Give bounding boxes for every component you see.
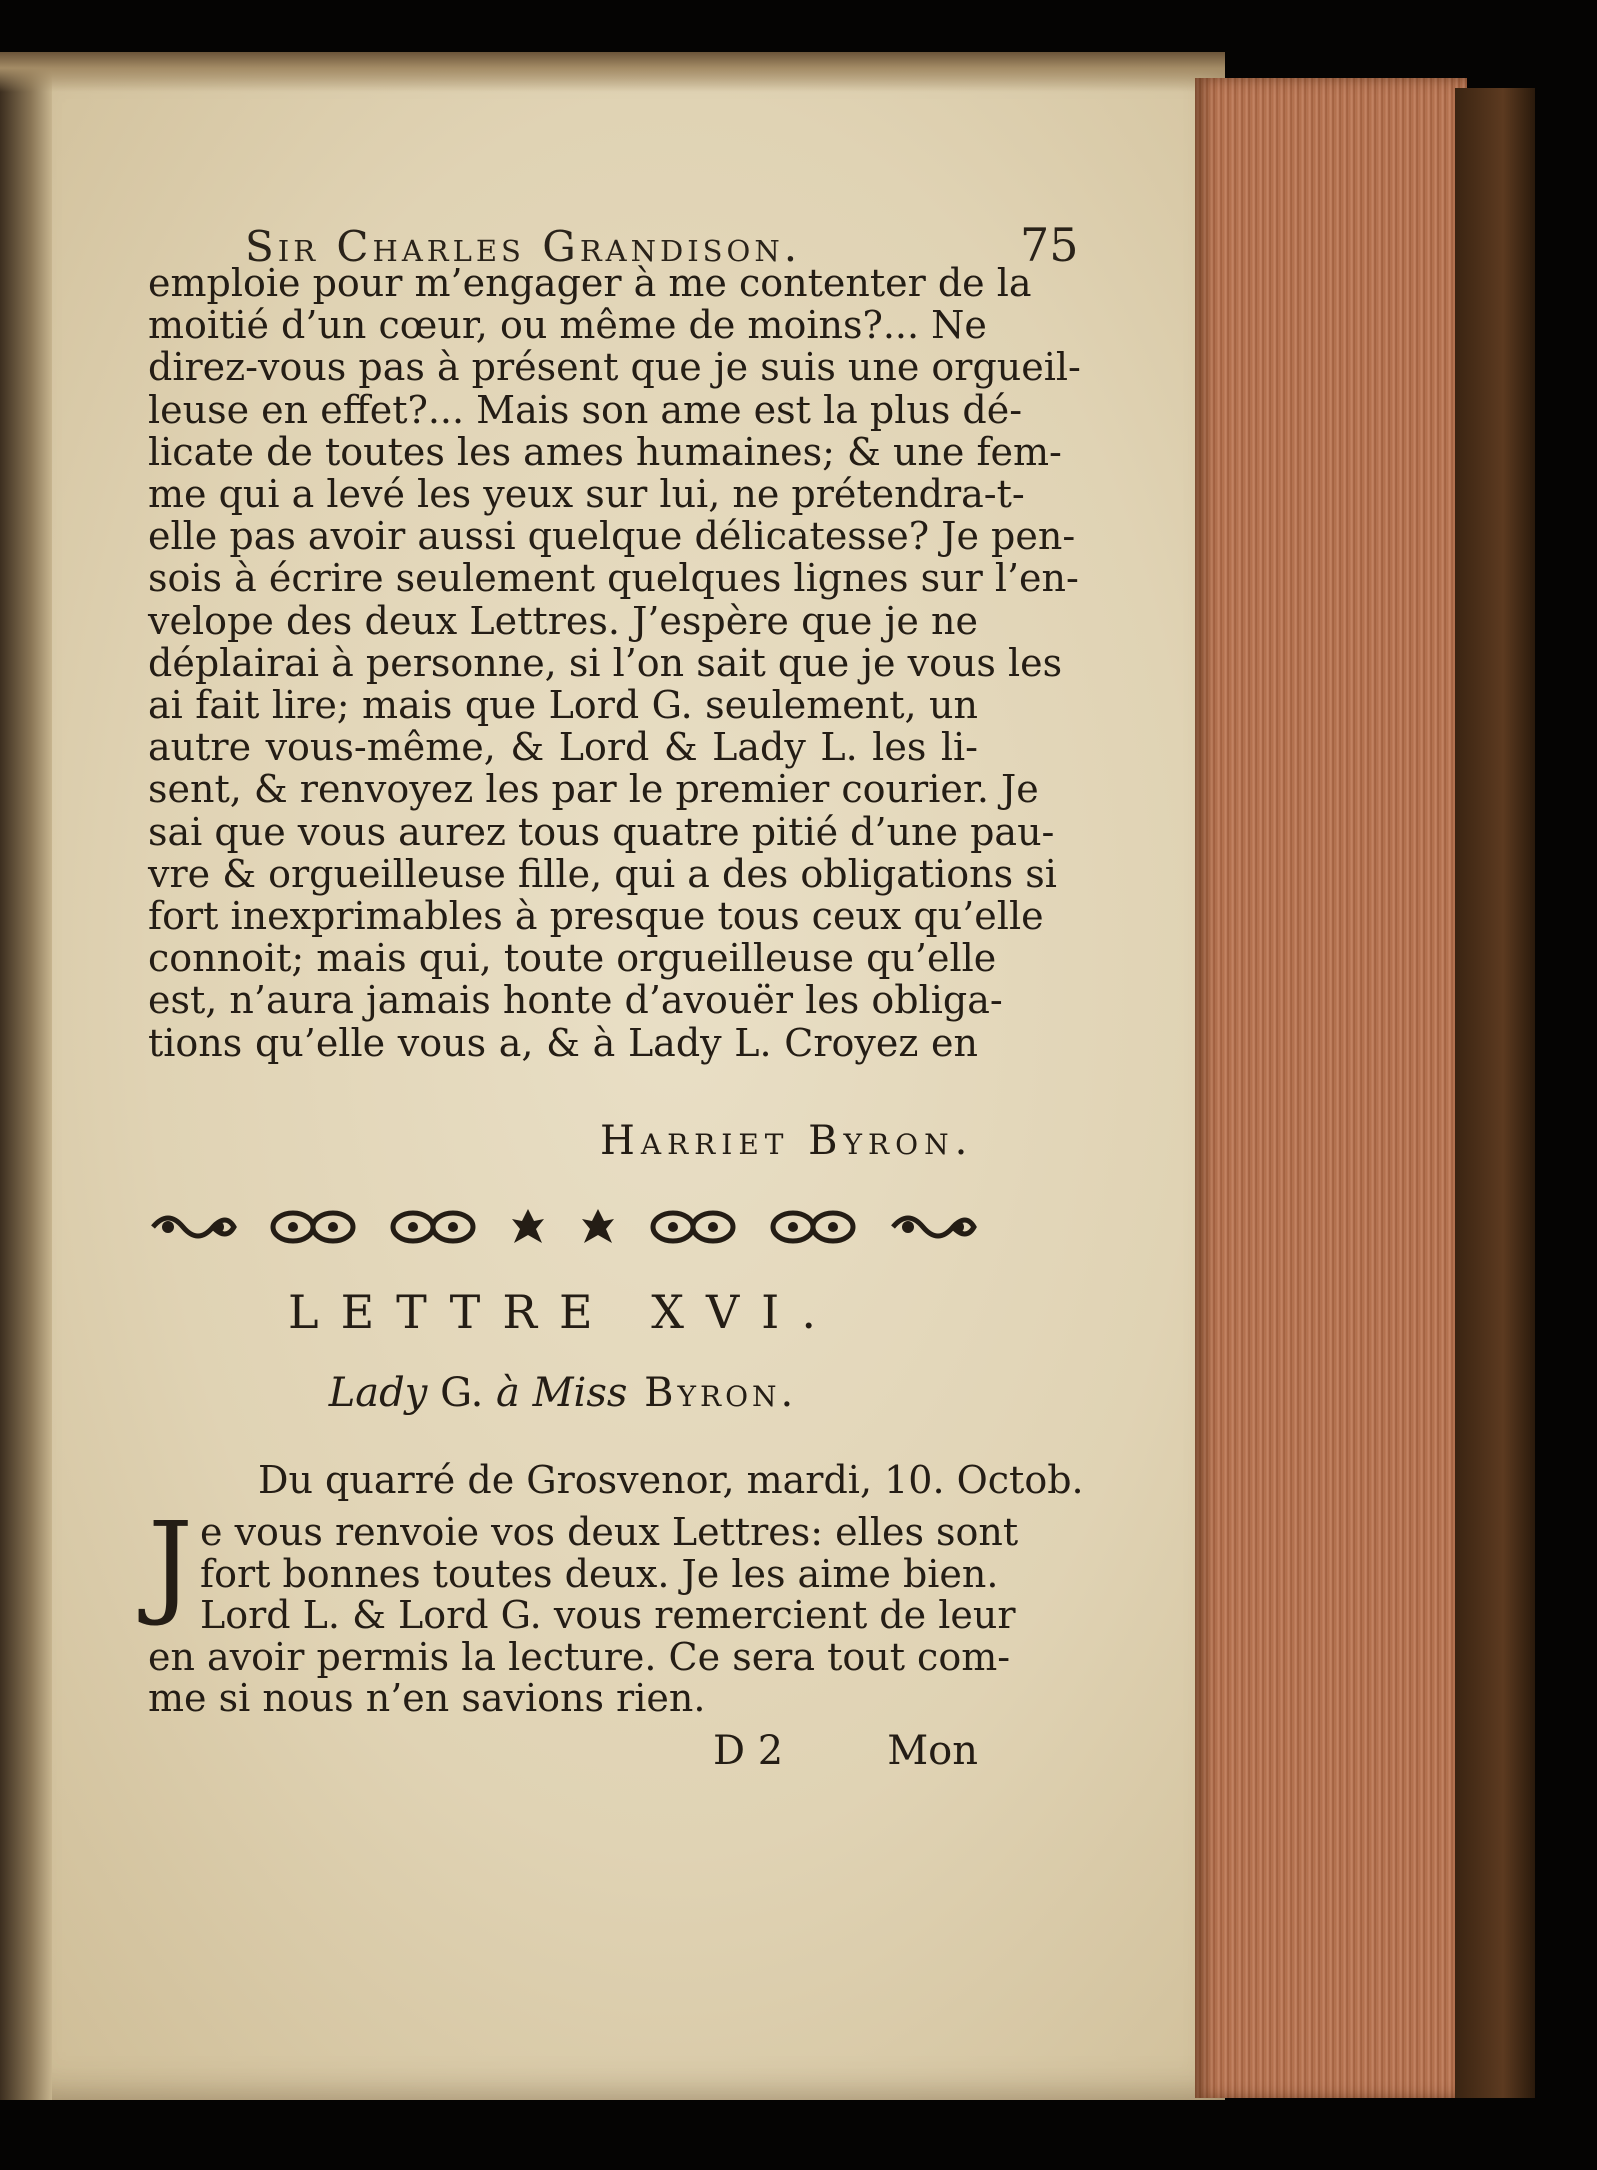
text-line: direz-vous pas à présent que je suis une orgueil-	[148, 345, 1081, 390]
text-line: sent, & renvoyez les par le premier courier. Je	[148, 767, 1039, 812]
fleuron-icon	[648, 1207, 738, 1247]
text-line: vre & orgueilleuse fille, qui a des obligations si	[148, 851, 1057, 896]
text-line: tions qu’elle vous a, & à Lady L. Croyez en	[148, 1020, 978, 1065]
subheading-initial: G.	[427, 1370, 497, 1416]
book-cover-edge	[1455, 88, 1535, 2098]
subheading-italic-lady: Lady	[328, 1370, 428, 1416]
gutter-shadow	[0, 55, 52, 2100]
fleuron-icon	[888, 1207, 978, 1247]
letter-subheading	[148, 1370, 978, 1416]
signature-mark: D 2	[713, 1728, 784, 1774]
fleuron-icon	[148, 1207, 238, 1247]
paragraph-1	[148, 261, 1081, 1065]
text-line: connoit; mais qui, toute orgueilleuse qu’elle	[148, 936, 997, 981]
text-line: fort inexprimables à presque tous ceux qu’elle	[148, 894, 1044, 939]
running-head: Sir Charles Grandison.	[245, 222, 802, 271]
acanthus-icon	[578, 1205, 618, 1249]
text-line: Lord L. & Lord G. vous remercient de leur	[200, 1593, 1016, 1637]
acanthus-icon	[508, 1205, 548, 1249]
text-line: leuse en effet?... Mais son ame est la plus dé-	[148, 387, 1023, 432]
page-number: 75	[1020, 218, 1079, 272]
text-line: est, n’aura jamais honte d’avouër les obliga-	[148, 978, 1003, 1023]
text-line: ai fait lire; mais que Lord G. seulement, un	[148, 683, 978, 728]
text-line: licate de toutes les ames humaines; & une fem-	[148, 429, 1062, 474]
subheading-name: Byron.	[627, 1370, 798, 1416]
fleuron-icon	[388, 1207, 478, 1247]
text-line: me si nous n’en savions rien.	[148, 1676, 706, 1720]
text-line: autre vous-même, & Lord & Lady L. les li-	[148, 725, 978, 770]
text-line: déplairai à personne, si l’on sait que je vous les	[148, 640, 1063, 685]
drop-capital: J	[148, 1499, 193, 1629]
fore-edge-pages	[1195, 78, 1467, 2098]
text-line: sai que vous aurez tous quatre pitié d’une pau-	[148, 809, 1055, 854]
subheading-italic-miss: à Miss	[496, 1370, 628, 1416]
fleuron-icon	[768, 1207, 858, 1247]
text-line: me qui a levé les yeux sur lui, ne prétendra-t-	[148, 472, 1025, 517]
dateline: Du quarré de Grosvenor, mardi, 10. Octob.	[258, 1458, 1084, 1502]
text-line: moitié d’un cœur, ou même de moins?... Ne	[148, 303, 987, 348]
ornament-band	[148, 1205, 978, 1249]
text-line: sois à écrire seulement quelques lignes sur l’en-	[148, 556, 1079, 601]
letter-heading: LETTRE XVI.	[288, 1285, 838, 1339]
text-line: emploie pour m’engager à me contenter de la	[148, 261, 1032, 305]
letter-signature: Harriet Byron.	[600, 1118, 974, 1164]
catchword: Mon	[887, 1728, 978, 1774]
paragraph-2	[148, 1510, 1019, 1720]
fleuron-icon	[268, 1207, 358, 1247]
page-top-edge	[0, 52, 1225, 92]
text-line: en avoir permis la lecture. Ce sera tout com-	[148, 1634, 1011, 1679]
text-line: elle pas avoir aussi quelque délicatesse? Je pen-	[148, 514, 1076, 559]
text-line: e vous renvoie vos deux Lettres: elles sont	[200, 1510, 1019, 1554]
text-line: fort bonnes toutes deux. Je les aime bien.	[200, 1551, 999, 1596]
text-line: velope des deux Lettres. J’espère que je ne	[148, 598, 978, 643]
